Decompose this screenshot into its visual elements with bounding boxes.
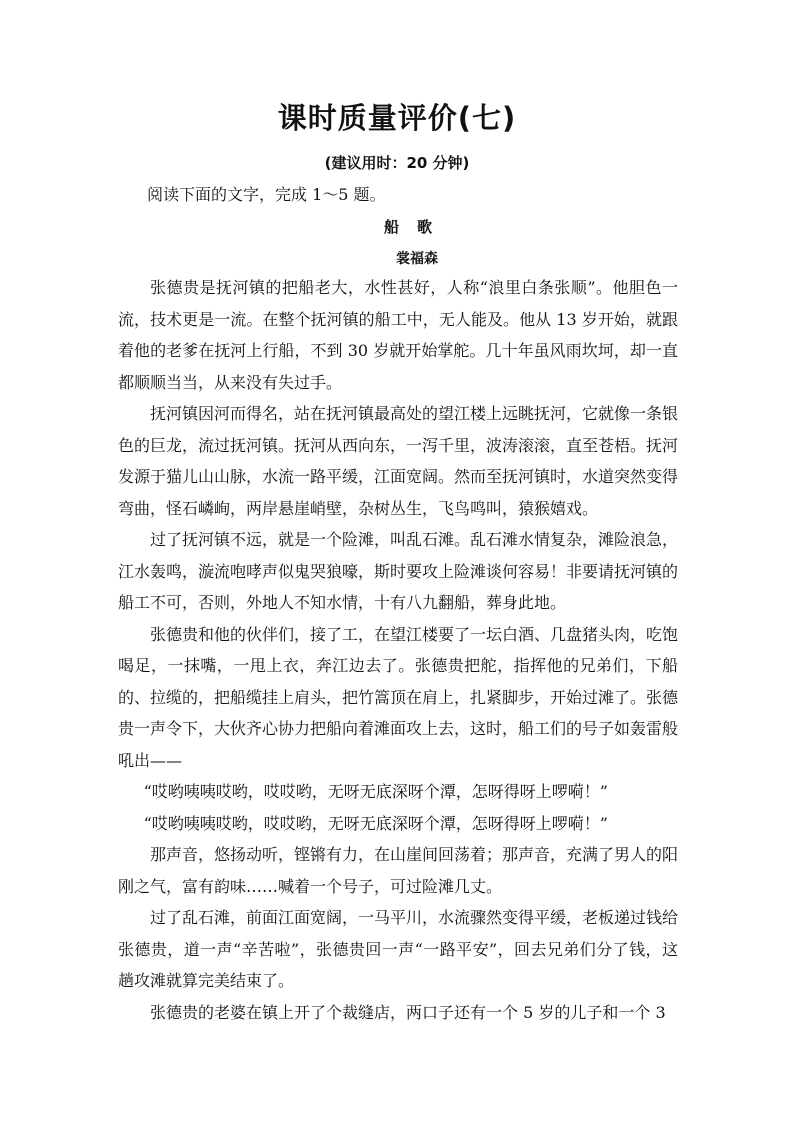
work-song-line: “哎哟咦咦哎哟，哎哎哟，无呀无底深呀个潭，怎呀得呀上啰嗬！” <box>143 813 608 833</box>
paragraph: 张德贵的老婆在镇上开了个裁缝店，两口子还有一个 5 岁的儿子和一个 3 <box>150 1002 666 1022</box>
paragraph: 张德贵是抚河镇的把船老大，水性甚好，人称“浪里白条张顺”。他胆色一流，技术更是一流。在整个抚河镇的船工中，无人能及。他从 13 岁开始，就跟着他的老爹在抚河上行船，不到 30 岁就开始掌舵。几十年虽风雨坎坷，却一直都顺顺当当，从来没有失过手。 <box>118 278 678 392</box>
work-song-line: “哎哟咦咦哎哟，哎哎哟，无呀无底深呀个潭，怎呀得呀上啰嗬！” <box>143 782 608 801</box>
paragraph: 那声音，悠扬动听，铿锵有力，在山崖间回荡着；那声音，充满了男人的阳刚之气，富有韵味……喊着一个号子，可过险滩几丈。 <box>118 845 679 896</box>
paragraph: 抚河镇因河而得名，站在抚河镇最高处的望江楼上远眺抚河，它就像一条银色的巨龙，流过抚河镇。抚河从西向东，一泻千里，波涛滚滚，直至苍梧。抚河发源于猫儿山山脉，水流一路平缓，江面宽阔。然而至抚河镇时，水道突然变得弯曲，怪石嶙峋，两岸悬崖峭壁，杂树丛生，飞鸟鸣叫，猿猴嬉戏。 <box>118 404 679 518</box>
reading-instruction: 阅读下面的文字，完成 1～5 题。 <box>147 185 386 204</box>
paragraph: 过了乱石滩，前面江面宽阔，一马平川，水流骤然变得平缓，老板递过钱给张德贵，道一声“辛苦啦”，张德贵回一声“一路平安”，回去兄弟们分了钱，这趟攻滩就算完美结束了。 <box>118 908 679 990</box>
story-title: 船歌 <box>383 218 450 236</box>
paragraph: 张德贵和他的伙伴们，接了工，在望江楼要了一坛白酒、几盘猪头肉，吃饱喝足，一抹嘴，一甩上衣，奔江边去了。张德贵把舵，指挥他的兄弟们，下船的、拉缆的，把船缆挂上肩头，把竹篙顶在肩上，扎紧脚步，开始过滩了。张德贵一声令下，大伙齐心协力把船向着滩面攻上去，这时，船工们的号子如轰雷般吼出—— <box>118 624 679 770</box>
page-title: 课时质量评价(七) <box>277 101 517 135</box>
time-suggestion: (建议用时：20 分钟) <box>324 154 470 172</box>
story-author: 裳福森 <box>396 251 438 267</box>
story-body <box>118 272 678 1028</box>
paragraph: 过了抚河镇不远，就是一个险滩，叫乱石滩。乱石滩水情复杂，滩险浪急，江水轰鸣，漩流咆哮声似鬼哭狼嚎，斯时要攻上险滩谈何容易！非要请抚河镇的船工不可，否则，外地人不知水情，十有八九翻船，葬身此地。 <box>118 530 679 612</box>
